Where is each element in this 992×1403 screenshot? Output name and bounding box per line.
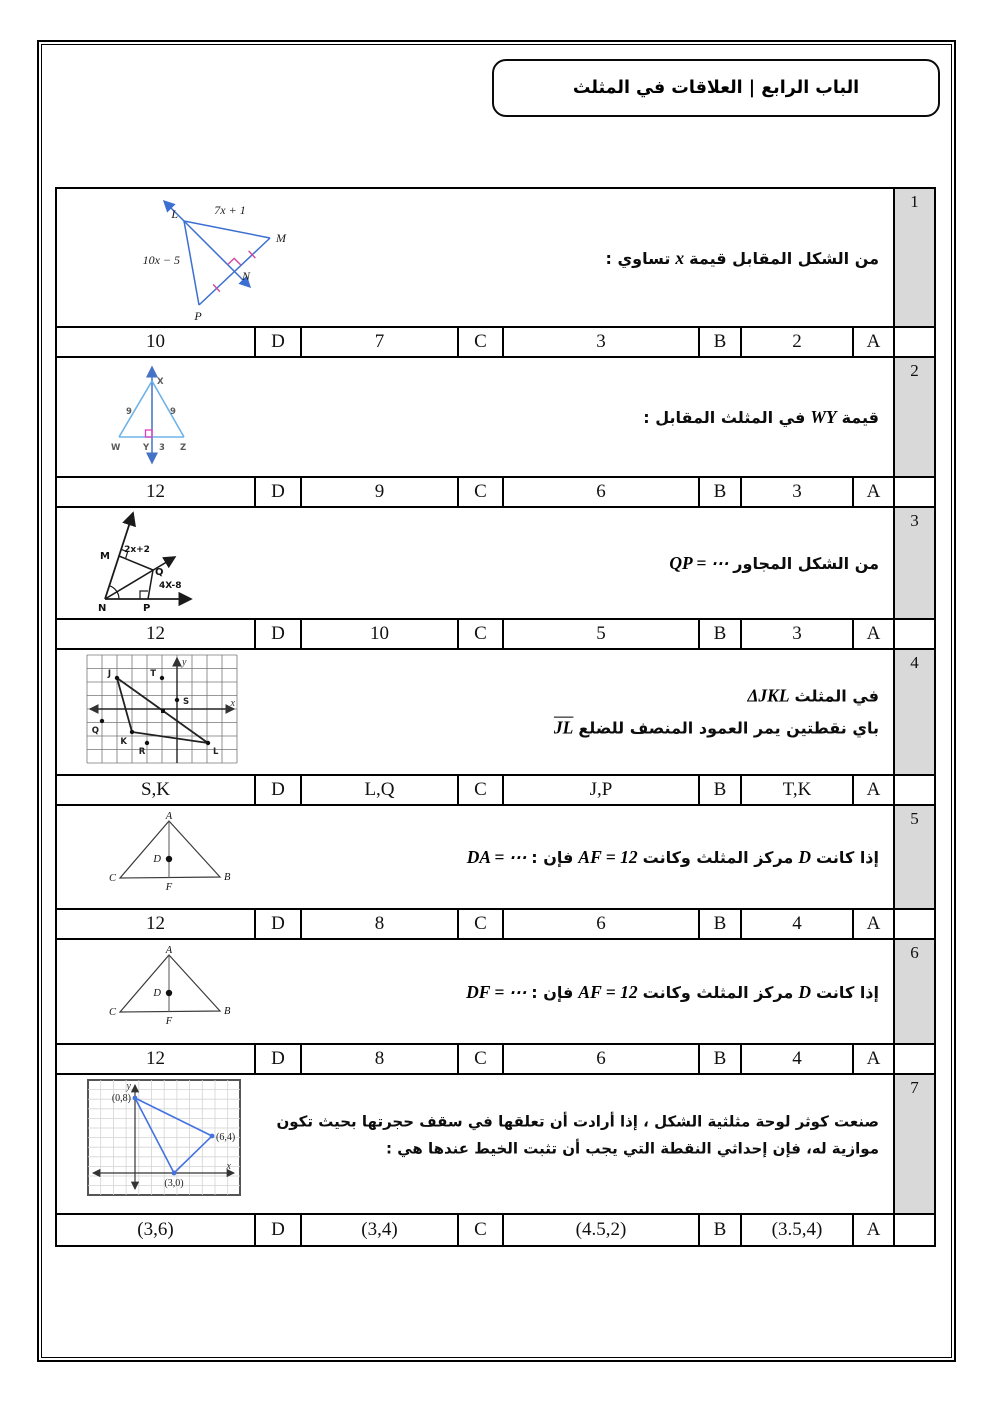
q5-answer-c-value: 8	[300, 910, 457, 938]
label-N: N	[98, 603, 107, 614]
math-qp: QP = ⋯	[669, 552, 729, 573]
q7-answer-c-value: (3,4)	[300, 1215, 457, 1245]
q3-answer-row-tail	[893, 620, 934, 648]
q2-answer-a-value: 3	[740, 478, 852, 506]
label-3-0: (3,0)	[164, 1178, 184, 1189]
right-angle-mark-p	[140, 591, 148, 599]
math-x: x	[675, 247, 685, 268]
label-C: C	[108, 1007, 116, 1018]
chapter-title: الباب الرابع | العلاقات في المثلث	[572, 78, 860, 98]
label-A: A	[165, 945, 173, 956]
q4-answer-c-label: C	[457, 776, 502, 804]
figure-q3-angle-bisector	[95, 511, 250, 615]
q1-answer-row-tail	[893, 328, 934, 356]
q5-answer-row-tail	[893, 910, 934, 938]
chapter-title-box	[492, 59, 940, 117]
label-B: B	[224, 1006, 231, 1017]
q2-answer-row-tail	[893, 478, 934, 506]
q3-answer-a-value: 3	[740, 620, 852, 648]
q3-answer-b-label: B	[698, 620, 740, 648]
label-9-left: 9	[126, 407, 132, 417]
label-W: W	[111, 443, 121, 453]
q7-answer-d-value: (3,6)	[137, 1219, 174, 1240]
question-1	[57, 189, 934, 358]
q7-answer-a-value: (3.5,4)	[740, 1215, 852, 1245]
figure-q7-coordinate-triangle	[87, 1079, 241, 1196]
label-B: B	[224, 872, 231, 883]
label-R: R	[138, 747, 146, 757]
q6-answer-c-value: 8	[300, 1045, 457, 1073]
figure-q5-centroid-triangle	[108, 811, 242, 904]
question-5-number: 5	[893, 806, 934, 908]
label-A: A	[165, 811, 173, 822]
angle-arc	[109, 586, 119, 599]
label-10x5: 10x − 5	[142, 253, 180, 267]
math-wy: WY	[810, 406, 837, 427]
q3-answer-c-value: 10	[300, 620, 457, 648]
label-2x2: 2x+2	[124, 545, 150, 555]
label-0-8: (0,8)	[111, 1093, 131, 1104]
q7-answer-row-tail	[893, 1215, 934, 1245]
q4-answer-d-label: D	[254, 776, 300, 804]
label-F: F	[165, 882, 173, 893]
label-Z: Z	[180, 443, 187, 453]
q6-answer-b-value: 6	[502, 1045, 698, 1073]
question-2-number: 2	[893, 358, 934, 476]
question-6-text: إذا كانتDمركز المثلث وكانتAF = 12فإن :DF = ⋯	[466, 981, 879, 1002]
q2-answer-b-value: 6	[502, 478, 698, 506]
q1-answer-d-label: D	[254, 328, 300, 356]
q6-answer-b-label: B	[698, 1045, 740, 1073]
label-P: P	[143, 603, 151, 614]
q1-answer-c-value: 7	[300, 328, 457, 356]
q4-answer-b-value: J,P	[502, 776, 698, 804]
label-K: K	[120, 737, 127, 747]
q6-answer-d-value: 12	[146, 1048, 165, 1069]
math-jl-overline: $\overline{JL}$	[553, 718, 574, 738]
question-6	[57, 940, 934, 1075]
question-7	[57, 1075, 934, 1245]
q5-answer-d-value: 12	[146, 913, 165, 934]
question-4-text: في المثلثΔJKL باي نقطتين يمر العمود المنصف $للضلع\overline{JL}$	[553, 685, 879, 738]
label-L: L	[213, 747, 219, 757]
label-4x8: 4X-8	[159, 581, 182, 591]
q6-answer-d-label: D	[254, 1045, 300, 1073]
label-7x1: 7x + 1	[214, 203, 246, 217]
figure-q1-triangle-bisector	[102, 191, 302, 325]
label-J: J	[107, 669, 111, 679]
label-Q: Q	[155, 567, 164, 578]
question-7-number: 7	[893, 1075, 934, 1213]
question-1-text: من الشكل المقابل قيمةxتساوي :	[605, 247, 879, 268]
q1-answer-a-label: A	[852, 328, 893, 356]
q2-answer-d-label: D	[254, 478, 300, 506]
right-angle-mark	[228, 258, 241, 264]
label-Q: Q	[91, 726, 99, 736]
q3-answer-a-label: A	[852, 620, 893, 648]
math-jkl: ΔJKL	[747, 685, 790, 706]
label-Y: Y	[143, 443, 150, 453]
figure-q6-centroid-triangle	[108, 945, 242, 1038]
label-L: L	[171, 207, 178, 221]
y-axis-label: y	[182, 657, 187, 668]
y-axis-label: y	[126, 1081, 131, 1092]
q3-answer-b-value: 5	[502, 620, 698, 648]
x-axis-label: x	[226, 1161, 231, 1172]
q4-answer-row-tail	[893, 776, 934, 804]
question-2	[57, 358, 934, 508]
q2-answer-c-value: 9	[300, 478, 457, 506]
label-N: N	[242, 269, 251, 283]
question-4	[57, 650, 934, 806]
label-D: D	[153, 988, 161, 999]
centroid-dot	[166, 990, 172, 996]
q1-answer-d-value: 10	[146, 331, 165, 352]
figure-q2-isosceles-triangle	[107, 359, 217, 471]
q6-answer-c-label: C	[457, 1045, 502, 1073]
label-9-right: 9	[170, 407, 176, 417]
q7-answer-a-label: A	[852, 1215, 893, 1245]
label-S: S	[183, 697, 190, 707]
label-P: P	[194, 309, 202, 323]
q4-answer-a-value: T,K	[740, 776, 852, 804]
question-3-number: 3	[893, 508, 934, 618]
q1-answer-a-value: 2	[740, 328, 852, 356]
x-axis-label: x	[230, 698, 235, 709]
q7-answer-b-value: (4.5,2)	[502, 1215, 698, 1245]
q3-answer-c-label: C	[457, 620, 502, 648]
question-2-text: قيمةWYفي المثلث المقابل :	[643, 406, 879, 427]
question-1-number: 1	[893, 189, 934, 326]
label-F: F	[165, 1016, 173, 1027]
question-7-text: صنعت كوثر لوحة مثلثية الشكل ، إذا أرادت أن تعلقها في سقف حجرتها بحيث تكون موازية له، فإن إحداثي النقطة التي يجب أن تثبت الخيط عندها هي :	[276, 1111, 879, 1158]
q6-answer-a-label: A	[852, 1045, 893, 1073]
q7-answer-c-label: C	[457, 1215, 502, 1245]
question-3-text: من الشكل المجاورQP = ⋯	[669, 552, 879, 573]
q1-answer-c-label: C	[457, 328, 502, 356]
centroid-dot	[166, 856, 172, 862]
label-M: M	[100, 551, 110, 562]
q2-answer-d-value: 12	[146, 481, 165, 502]
question-5-text: إذا كانتDمركز المثلث وكانتAF = 12فإن :DA = ⋯	[466, 846, 879, 867]
q2-answer-c-label: C	[457, 478, 502, 506]
question-5	[57, 806, 934, 940]
q5-answer-a-label: A	[852, 910, 893, 938]
q5-answer-c-label: C	[457, 910, 502, 938]
q4-answer-b-label: B	[698, 776, 740, 804]
q2-answer-a-label: A	[852, 478, 893, 506]
q1-answer-b-value: 3	[502, 328, 698, 356]
q4-answer-d-value: S,K	[140, 779, 171, 800]
q5-answer-b-value: 6	[502, 910, 698, 938]
q4-answer-c-value: L,Q	[300, 776, 457, 804]
q3-answer-d-label: D	[254, 620, 300, 648]
q5-answer-d-label: D	[254, 910, 300, 938]
right-angle-mark	[146, 430, 153, 437]
question-4-number: 4	[893, 650, 934, 774]
q7-answer-b-label: B	[698, 1215, 740, 1245]
q1-answer-b-label: B	[698, 328, 740, 356]
label-T: T	[150, 669, 156, 679]
q5-answer-a-value: 4	[740, 910, 852, 938]
label-D: D	[153, 854, 161, 865]
label-6-4: (6,4)	[216, 1132, 236, 1143]
label-C: C	[108, 873, 116, 884]
label-X: X	[157, 377, 164, 387]
label-M: M	[276, 231, 286, 245]
q2-answer-b-label: B	[698, 478, 740, 506]
figure-q4-grid-triangle	[87, 655, 242, 771]
q5-answer-b-label: B	[698, 910, 740, 938]
q4-answer-a-label: A	[852, 776, 893, 804]
questions-table	[55, 187, 936, 1247]
q3-answer-d-value: 12	[146, 623, 165, 644]
q6-answer-row-tail	[893, 1045, 934, 1073]
q6-answer-a-value: 4	[740, 1045, 852, 1073]
question-3	[57, 508, 934, 650]
q7-answer-d-label: D	[254, 1215, 300, 1245]
question-6-number: 6	[893, 940, 934, 1043]
label-3: 3	[159, 443, 165, 453]
